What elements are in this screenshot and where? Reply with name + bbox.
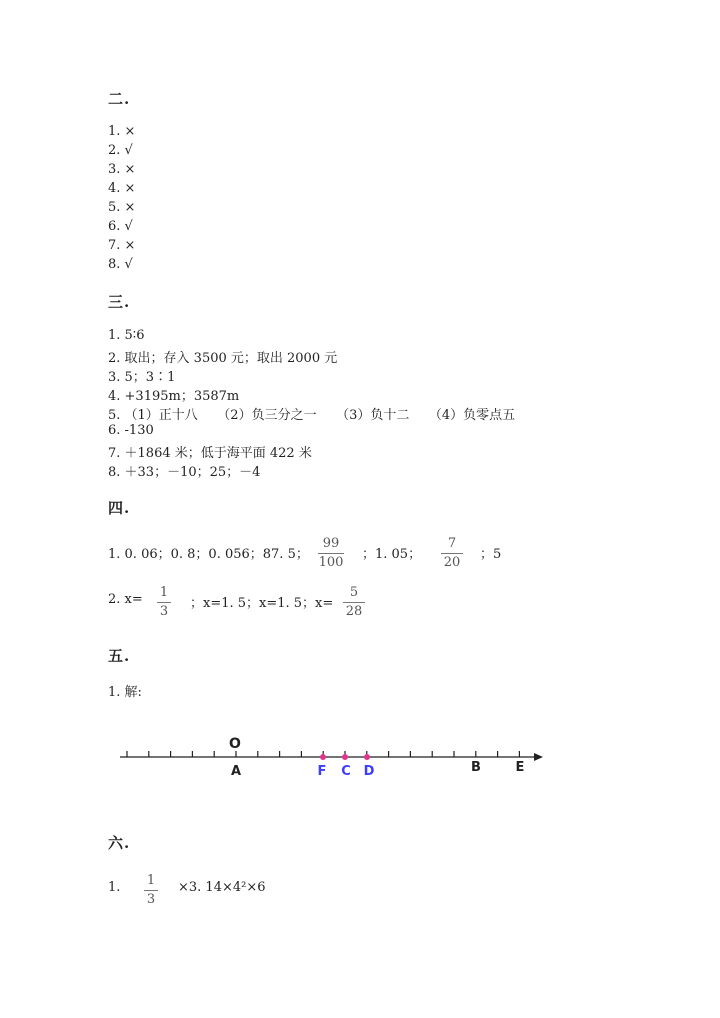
list-item: 1. × [108,124,136,139]
point-marker-d [364,754,370,760]
fraction [441,537,463,570]
q4-1-prefix: 1. 0. 06；0. 8；0. 056；87. 5； [108,547,309,562]
section-2-heading: 二. [108,90,131,108]
fraction-numerator: 7 [447,536,457,551]
section-5-heading: 五. [108,647,131,665]
fraction-denominator: 100 [318,555,344,570]
q5-1-label: 1. 解: [108,685,142,700]
number-line [0,725,720,785]
fraction [318,537,344,570]
list-item: 7. ＋1864 米；低于海平面 422 米 [108,446,312,461]
label-a: A [230,764,242,779]
label-c: C [341,764,351,779]
fraction-bar [441,553,463,554]
fraction-bar [343,602,365,603]
point-marker-c [342,754,348,760]
fraction-bar [144,890,158,891]
list-item: 8. √ [108,257,133,272]
fraction-numerator: 5 [349,585,359,600]
label-f: F [317,764,327,779]
fraction-numerator: 1 [159,585,169,600]
q6-1-prefix: 1. [108,880,121,895]
list-item: 4. +3195m；3587m [108,389,240,404]
list-item: 5. （1）正十八 （2）负三分之一 （3）负十二 （4）负零点五 [108,408,516,423]
fraction [144,874,158,907]
list-item: 1. 5∶6 [108,328,145,343]
section-3-heading: 三. [108,293,131,311]
q4-2-mid: ；x=1. 5；x=1. 5；x= [190,596,334,611]
list-item: 4. × [108,181,136,196]
list-item: 7. × [108,238,136,253]
q4-2-prefix: 2. x= [108,592,143,607]
point-marker-f [320,754,326,760]
fraction-bar [157,602,171,603]
q4-1-mid: ；1. 05； [362,547,422,562]
list-item: 2. 取出；存入 3500 元；取出 2000 元 [108,351,338,366]
list-item: 8. ＋33；－10；25；－4 [108,465,261,480]
fraction [343,586,365,619]
list-item: 6. -130 [108,423,154,438]
label-b: B [471,760,481,775]
section-4-heading: 四. [108,499,131,517]
list-item: 2. √ [108,143,133,158]
list-item: 6. √ [108,219,133,234]
label-e: E [515,760,525,775]
list-item: 3. 5；3∶1 [108,370,176,385]
arrow-icon [534,753,543,761]
fraction-denominator: 3 [146,892,156,907]
fraction-denominator: 28 [345,604,363,619]
label-d: D [363,764,375,779]
fraction-denominator: 3 [159,604,169,619]
q4-1-suffix: ；5 [480,547,502,562]
fraction [157,586,171,619]
label-origin: O [229,736,241,752]
q6-1-expression: ×3. 14×4²×6 [178,880,266,895]
section-6-heading: 六. [108,834,131,852]
fraction-denominator: 20 [443,555,461,570]
fraction-numerator: 99 [322,536,340,551]
list-item: 3. × [108,162,136,177]
list-item: 5. × [108,200,136,215]
fraction-numerator: 1 [146,873,156,888]
fraction-bar [318,553,344,554]
